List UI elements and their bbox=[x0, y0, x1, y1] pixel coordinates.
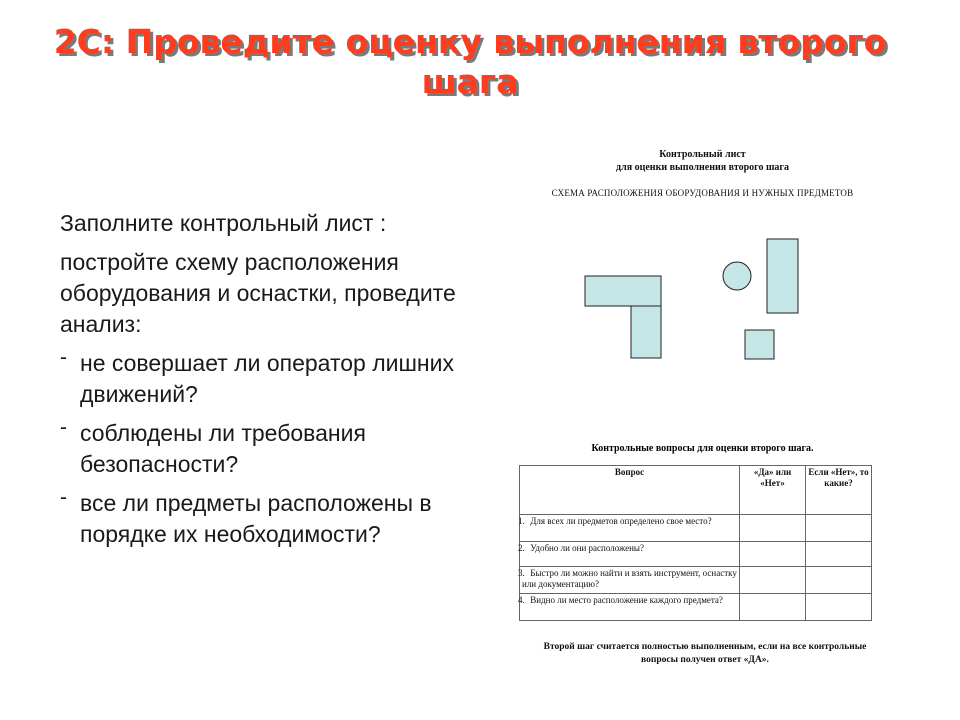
bullet-item bbox=[60, 418, 480, 480]
header-question: Вопрос bbox=[520, 466, 740, 515]
bullet-dash: - bbox=[60, 346, 67, 369]
instruction-intro: Заполните контрольный лист : bbox=[60, 210, 387, 236]
question-cell bbox=[520, 567, 740, 594]
scheme-title: СХЕМА РАСПОЛОЖЕНИЯ ОБОРУДОВАНИЯ И НУЖНЫХ ПРЕДМЕТОВ bbox=[551, 188, 854, 198]
table-header-row bbox=[520, 466, 872, 515]
question-cell bbox=[520, 594, 740, 621]
question-text: Быстро ли можно найти и взять инструмент, оснастку или документацию? bbox=[522, 568, 737, 589]
instruction-task: постройте схему расположения оборудования и оснастки, проведите анализ: bbox=[60, 249, 456, 337]
table-row bbox=[520, 594, 872, 621]
checklist-form bbox=[515, 148, 890, 199]
bullet-text: соблюдены ли требования безопасности? bbox=[80, 420, 366, 477]
header-if-no: Если «Нет», то какие? bbox=[806, 466, 872, 515]
comment-cell[interactable] bbox=[806, 594, 872, 621]
answer-cell[interactable] bbox=[740, 567, 806, 594]
bullet-text: все ли предметы расположены в порядке их необходимости? bbox=[80, 490, 432, 547]
answer-cell[interactable] bbox=[740, 594, 806, 621]
table-row bbox=[520, 542, 872, 567]
table-row bbox=[520, 567, 872, 594]
question-cell bbox=[520, 542, 740, 567]
equipment-rect-tall bbox=[767, 239, 798, 313]
table-row bbox=[520, 515, 872, 542]
slide-title: 2С: Проведите оценку выполнения второго шага bbox=[53, 22, 887, 101]
question-number: 4. bbox=[518, 595, 525, 605]
header-yes-no: «Да» или «Нет» bbox=[740, 466, 806, 515]
question-text: Для всех ли предметов определено свое место? bbox=[530, 516, 712, 526]
questions-table bbox=[519, 465, 872, 621]
question-text: Удобно ли они расположены? bbox=[530, 543, 644, 553]
questions-title: Контрольные вопросы для оценки второго шага. bbox=[591, 443, 814, 454]
comment-cell[interactable] bbox=[806, 542, 872, 567]
checklist-heading-line2: для оценки выполнения второго шага bbox=[616, 162, 789, 173]
bullet-dash: - bbox=[60, 486, 67, 509]
comment-cell[interactable] bbox=[806, 515, 872, 542]
answer-cell[interactable] bbox=[740, 515, 806, 542]
question-number: 1. bbox=[518, 516, 525, 526]
instructions bbox=[60, 208, 480, 558]
checklist-footnote: Второй шаг считается полностью выполненным, если на все контрольные вопросы получен ответ «ДА». bbox=[543, 642, 867, 665]
comment-cell[interactable] bbox=[806, 567, 872, 594]
equipment-rect-vertical bbox=[631, 306, 661, 358]
checklist-heading-line1: Контрольный лист bbox=[659, 149, 746, 160]
answer-cell[interactable] bbox=[740, 542, 806, 567]
equipment-square bbox=[745, 330, 774, 359]
equipment-rect-horizontal bbox=[585, 276, 661, 306]
question-number: 3. bbox=[518, 568, 525, 578]
question-cell bbox=[520, 515, 740, 542]
bullet-text: не совершает ли оператор лишних движений? bbox=[80, 350, 454, 407]
bullet-dash: - bbox=[60, 416, 67, 439]
question-text: Видно ли место расположение каждого предмета? bbox=[530, 595, 723, 605]
equipment-circle bbox=[723, 262, 751, 290]
question-number: 2. bbox=[518, 543, 525, 553]
bullet-item bbox=[60, 348, 480, 410]
bullet-item bbox=[60, 488, 480, 550]
checklist-heading bbox=[515, 148, 890, 174]
